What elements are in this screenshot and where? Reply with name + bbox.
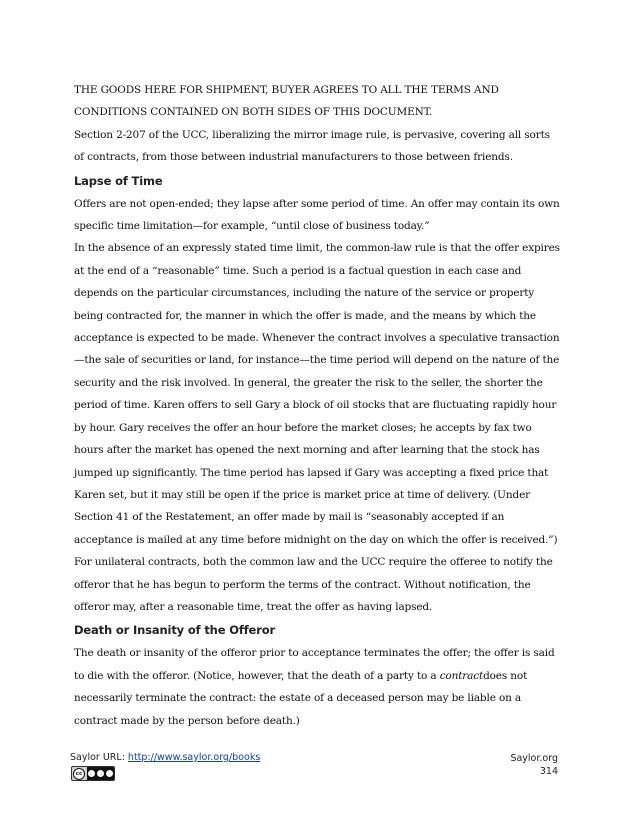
paragraph-text: does not necessarily terminate the contract: the estate of a deceased person may be liable on a contract made by the person before death.)	[74, 669, 528, 727]
paragraph: For unilateral contracts, both the common law and the UCC require the offeree to notify the offeror that he has begun to perform the terms of the contract. Without notification, the offeror may, after a reasonable time, treat the offer as having lapsed.	[74, 556, 553, 613]
section-heading-death-or-insanity: Death or Insanity of the Offeror	[74, 623, 275, 638]
paragraph: THE GOODS HERE FOR SHIPMENT, BUYER AGREES TO ALL THE TERMS AND CONDITIONS CONTAINED ON BOTH SIDES OF THIS DOCUMENT.	[74, 84, 499, 119]
footer-url-label: Saylor URL:	[70, 752, 128, 763]
cc-by-nc-sa-icon	[71, 766, 115, 781]
paragraph-text: The death or insanity of the offeror prior to acceptance terminates the offer; the offer is said to die with the offeror. (Notice, however, that the death of a party to a	[74, 647, 555, 682]
paragraph: In the absence of an expressly stated time limit, the common-law rule is that the offer expires at the end of a “reasonable” time. Such a period is a factual question in each case and depends on the particular circumstances, including the nature of the service or property being contracted for, the manner in which the offer is made, and the means by which the acceptance is expected to be made. Whenever the contract involves a speculative transaction—the sale of securities or land, for instance—the time period will depend on the nature of the security and the risk involved. In general, the greater the risk to the seller, the shorter the period of time. Karen offers to sell Gary a block of oil stocks that are fluctuating rapidly hour by hour. Gary receives the offer an hour before the market closes; he accepts by fax two hours after the market has opened the next morning and after learning that the stock has jumped up significantly. The time period has lapsed if Gary was accepting a fixed price that Karen set, but it may still be open if the price is market price at time of delivery. (Under Section 41 of the Restatement, an offer made by mail is “seasonably accepted if an acceptance is mailed at any time before midnight on the day on which the offer is received.”)	[74, 242, 560, 546]
footer-site-name: Saylor.org	[510, 753, 558, 764]
paragraph: Section 2-207 of the UCC, liberalizing the mirror image rule, is pervasive, covering all sorts of contracts, from those between industrial manufacturers to those between friends.	[74, 128, 550, 164]
emphasis-text: contract	[439, 669, 484, 682]
paragraph: Offers are not open-ended; they lapse after some period of time. An offer may contain its own specific time limitation—for example, “until close of business today.”	[74, 197, 560, 233]
cc-icon: cc	[73, 768, 85, 780]
saylor-books-link[interactable]: http://www.saylor.org/books	[127, 752, 261, 763]
footer-source	[70, 752, 260, 763]
page-footer	[70, 752, 558, 786]
paragraph	[74, 642, 560, 732]
footer-site-info	[510, 752, 558, 778]
document-body	[74, 79, 560, 732]
section-heading-lapse-of-time: Lapse of Time	[74, 173, 163, 188]
page-number: 314	[539, 766, 558, 777]
